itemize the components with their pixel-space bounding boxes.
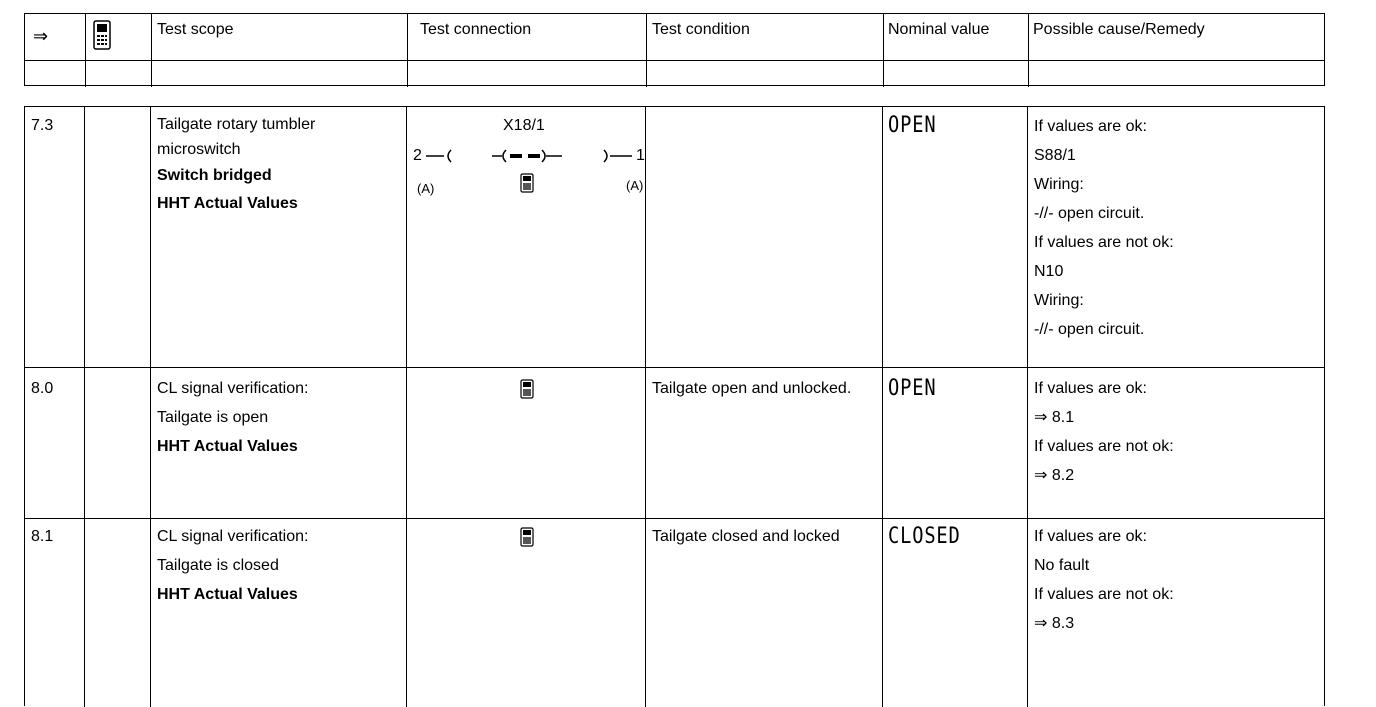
test-scope (157, 374, 308, 461)
remedy-line: S88/1 (1034, 147, 1076, 164)
row-divider (25, 518, 1324, 519)
right-pin-label: (A) (626, 178, 644, 193)
bridge-connection-icon (424, 145, 636, 167)
remedy-line: Wiring: (1034, 292, 1084, 309)
remedy-line: ⇒ 8.1 (1034, 409, 1075, 426)
scope-line: CL signal verification: (157, 528, 309, 545)
scope-line: microswitch (157, 141, 241, 158)
header-possible-cause: Possible cause/Remedy (1033, 21, 1205, 38)
nominal-value: CLOSED (888, 524, 961, 549)
step-number: 7.3 (31, 117, 54, 134)
remedy-list (1034, 522, 1174, 638)
hht-device-icon (520, 173, 534, 193)
col-divider (84, 107, 85, 707)
scope-bold-line: Switch bridged (157, 167, 272, 184)
remedy-line: No fault (1034, 557, 1090, 574)
col-divider (646, 14, 647, 87)
scope-line: Tailgate is closed (157, 557, 279, 574)
remedy-line: ⇒ 8.3 (1034, 615, 1075, 632)
remedy-line: If values are not ok: (1034, 586, 1174, 603)
remedy-line: N10 (1034, 263, 1064, 280)
row-divider (25, 367, 1324, 368)
remedy-line: If values are ok: (1034, 380, 1147, 397)
col-divider (645, 107, 646, 707)
col-divider (406, 107, 407, 707)
right-pin: 1 (636, 147, 645, 164)
hht-device-icon (520, 379, 534, 399)
remedy-line: ⇒ 8.2 (1034, 467, 1075, 484)
col-divider (150, 107, 151, 707)
nominal-value: OPEN (888, 113, 937, 138)
scope-line: Tailgate is open (157, 409, 269, 426)
col-divider (882, 107, 883, 707)
test-condition: Tailgate closed and locked (652, 528, 840, 545)
test-scope (157, 522, 308, 609)
header-test-connection: Test connection (420, 21, 532, 38)
remedy-line: -//- open circuit. (1034, 321, 1145, 338)
remedy-line: If values are not ok: (1034, 234, 1174, 251)
col-divider (85, 14, 86, 87)
hht-device-icon (93, 20, 111, 55)
scope-line: Tailgate rotary tumbler (157, 116, 316, 133)
scope-bold-line: HHT Actual Values (157, 195, 298, 212)
col-divider (883, 14, 884, 87)
connector-label: X18/1 (503, 117, 545, 134)
nominal-value: OPEN (888, 376, 937, 401)
header-divider (25, 60, 1324, 61)
header-test-scope: Test scope (157, 21, 234, 38)
remedy-line: -//- open circuit. (1034, 205, 1145, 222)
remedy-line: If values are ok: (1034, 118, 1147, 135)
test-condition: Tailgate open and unlocked. (652, 380, 852, 397)
header-test-condition: Test condition (652, 21, 750, 38)
header-nominal-value: Nominal value (888, 21, 990, 38)
col-divider (1027, 107, 1028, 707)
remedy-line: If values are ok: (1034, 528, 1147, 545)
header-arrow: ⇒ (33, 26, 49, 46)
scope-bold-line: HHT Actual Values (157, 438, 298, 455)
left-pin-label: (A) (417, 181, 435, 196)
remedy-list (1034, 112, 1174, 344)
step-number: 8.0 (31, 380, 54, 397)
remedy-line: If values are not ok: (1034, 438, 1174, 455)
scope-line: CL signal verification: (157, 380, 309, 397)
col-divider (151, 14, 152, 87)
test-scope (157, 112, 315, 218)
step-number: 8.1 (31, 528, 54, 545)
header-table (24, 13, 1325, 86)
hht-device-icon (520, 527, 534, 547)
left-pin: 2 (413, 147, 422, 164)
scope-bold-line: HHT Actual Values (157, 586, 298, 603)
remedy-list (1034, 374, 1174, 490)
col-divider (407, 14, 408, 87)
col-divider (1028, 14, 1029, 87)
remedy-line: Wiring: (1034, 176, 1084, 193)
